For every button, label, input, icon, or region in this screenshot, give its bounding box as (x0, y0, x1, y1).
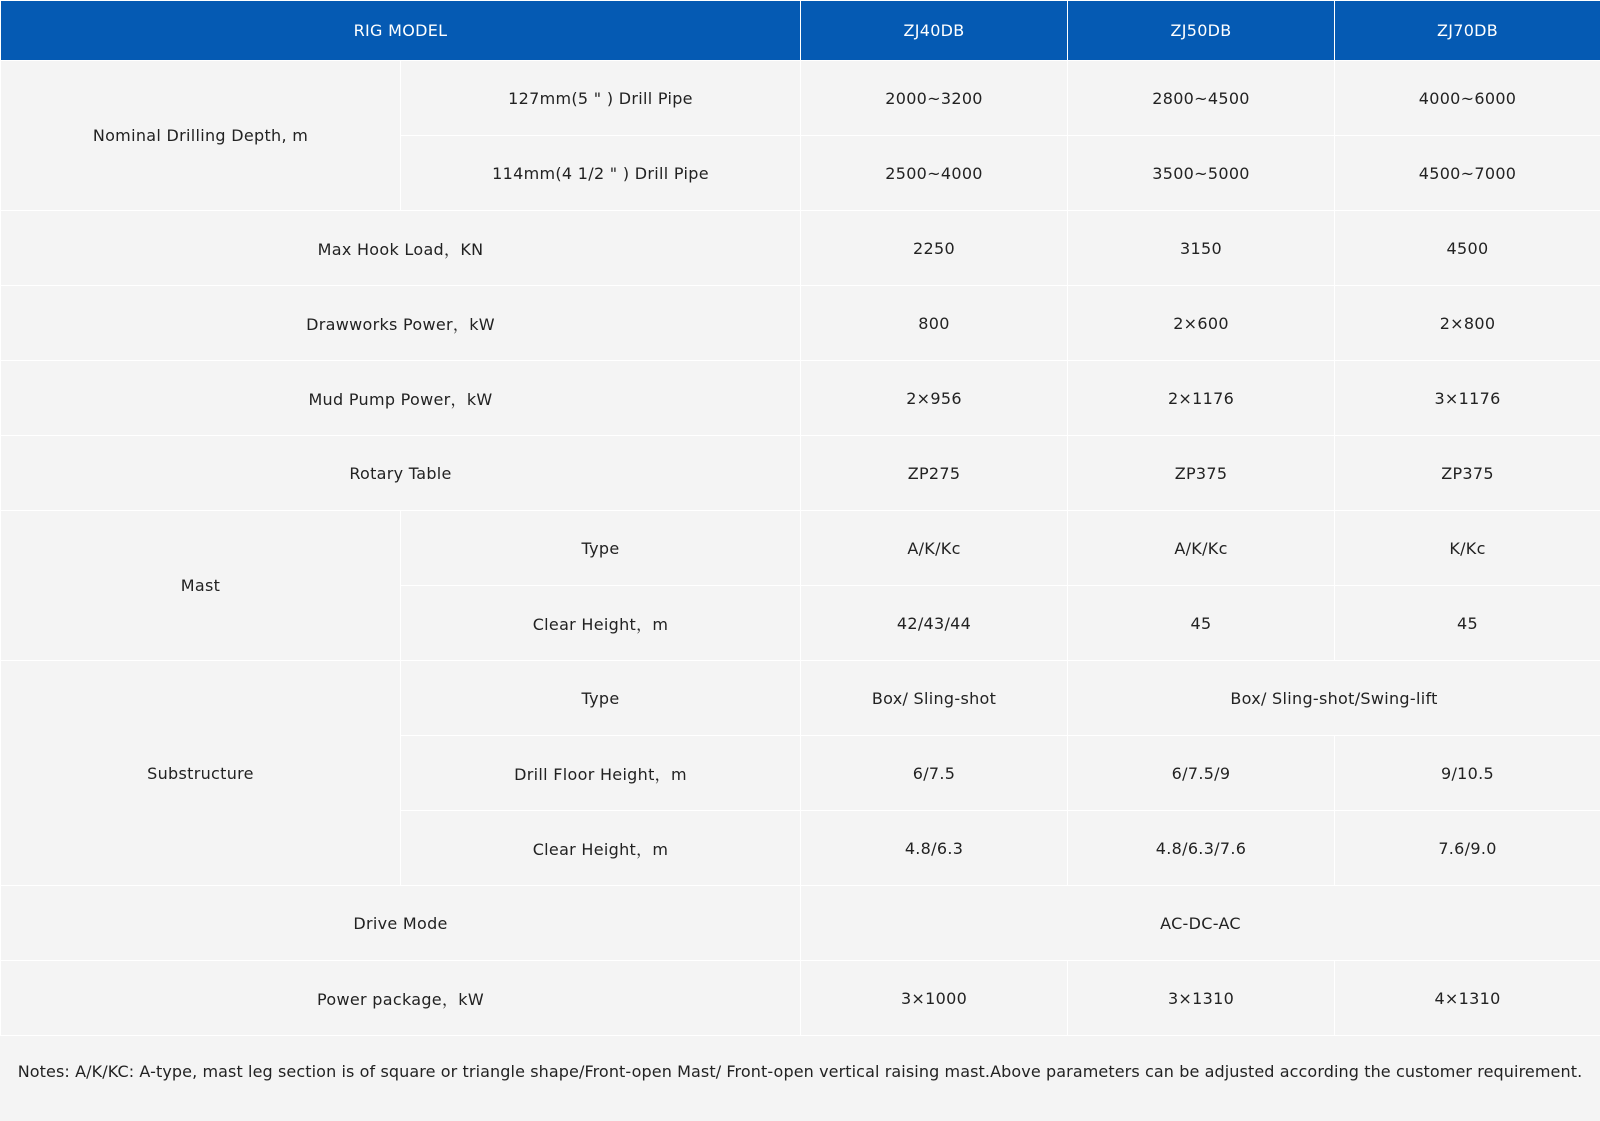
cell: 2×956 (801, 361, 1068, 436)
sub-label-drill-floor-height: Drill Floor Height，m (401, 736, 801, 811)
table-row (1, 436, 1600, 511)
table-row (1, 61, 1600, 136)
table-row (1, 286, 1600, 361)
cell: 3150 (1068, 211, 1335, 286)
cell: 42/43/44 (801, 586, 1068, 661)
cell: 2800~4500 (1068, 61, 1335, 136)
row-label-nominal-depth: Nominal Drilling Depth, m (1, 61, 401, 211)
cell: ZP375 (1335, 436, 1600, 511)
header-model-2: ZJ50DB (1068, 1, 1335, 61)
cell: Box/ Sling-shot (801, 661, 1068, 736)
table-row (1, 511, 1600, 586)
cell: 2000~3200 (801, 61, 1068, 136)
table-row (1, 211, 1600, 286)
cell: 4×1310 (1335, 961, 1600, 1036)
cell: ZP375 (1068, 436, 1335, 511)
row-label-rotary-table: Rotary Table (1, 436, 801, 511)
cell: 3×1310 (1068, 961, 1335, 1036)
cell: 4.8/6.3 (801, 811, 1068, 886)
cell: 45 (1068, 586, 1335, 661)
row-label-substructure: Substructure (1, 661, 401, 886)
cell: 45 (1335, 586, 1600, 661)
table-row (1, 886, 1600, 961)
cell: 7.6/9.0 (1335, 811, 1600, 886)
cell: A/K/Kc (801, 511, 1068, 586)
sub-label-substructure-type: Type (401, 661, 801, 736)
cell: 6/7.5 (801, 736, 1068, 811)
notes-text: Notes: A/K/KC: A-type, mast leg section is of square or triangle shape/Front-open Mast/ Front-open vertical raising mast.Above parameters can be adjusted according the customer requirement. (17, 1062, 1583, 1081)
row-label-drawworks-power: Drawworks Power，kW (1, 286, 801, 361)
row-label-max-hook-load: Max Hook Load，KN (1, 211, 801, 286)
cell: 3×1176 (1335, 361, 1600, 436)
row-label-mast: Mast (1, 511, 401, 661)
cell: ZP275 (801, 436, 1068, 511)
header-model-3: ZJ70DB (1335, 1, 1600, 61)
cell: 2500~4000 (801, 136, 1068, 211)
cell: AC-DC-AC (801, 886, 1600, 961)
sub-label-mast-type: Type (401, 511, 801, 586)
cell: 2×600 (1068, 286, 1335, 361)
row-label-mud-pump-power: Mud Pump Power，kW (1, 361, 801, 436)
cell: A/K/Kc (1068, 511, 1335, 586)
cell: 3×1000 (801, 961, 1068, 1036)
cell: 2250 (801, 211, 1068, 286)
cell: 9/10.5 (1335, 736, 1600, 811)
cell: 2×1176 (1068, 361, 1335, 436)
cell: 4500 (1335, 211, 1600, 286)
cell: 2×800 (1335, 286, 1600, 361)
cell: 4500~7000 (1335, 136, 1600, 211)
table-row (1, 961, 1600, 1036)
sub-label-substructure-clear-height: Clear Height，m (401, 811, 801, 886)
sub-label-127mm: 127mm(5 " ) Drill Pipe (401, 61, 801, 136)
cell: 4.8/6.3/7.6 (1068, 811, 1335, 886)
header-row (1, 1, 1600, 61)
cell: 3500~5000 (1068, 136, 1335, 211)
table-row (1, 661, 1600, 736)
header-rig-model: RIG MODEL (1, 1, 801, 61)
cell: 6/7.5/9 (1068, 736, 1335, 811)
cell: K/Kc (1335, 511, 1600, 586)
cell: Box/ Sling-shot/Swing-lift (1068, 661, 1600, 736)
row-label-drive-mode: Drive Mode (1, 886, 801, 961)
table-row (1, 361, 1600, 436)
cell: 800 (801, 286, 1068, 361)
cell: 4000~6000 (1335, 61, 1600, 136)
row-label-power-package: Power package，kW (1, 961, 801, 1036)
sub-label-114mm: 114mm(4 1/2 " ) Drill Pipe (401, 136, 801, 211)
sub-label-mast-clear-height: Clear Height，m (401, 586, 801, 661)
header-model-1: ZJ40DB (801, 1, 1068, 61)
